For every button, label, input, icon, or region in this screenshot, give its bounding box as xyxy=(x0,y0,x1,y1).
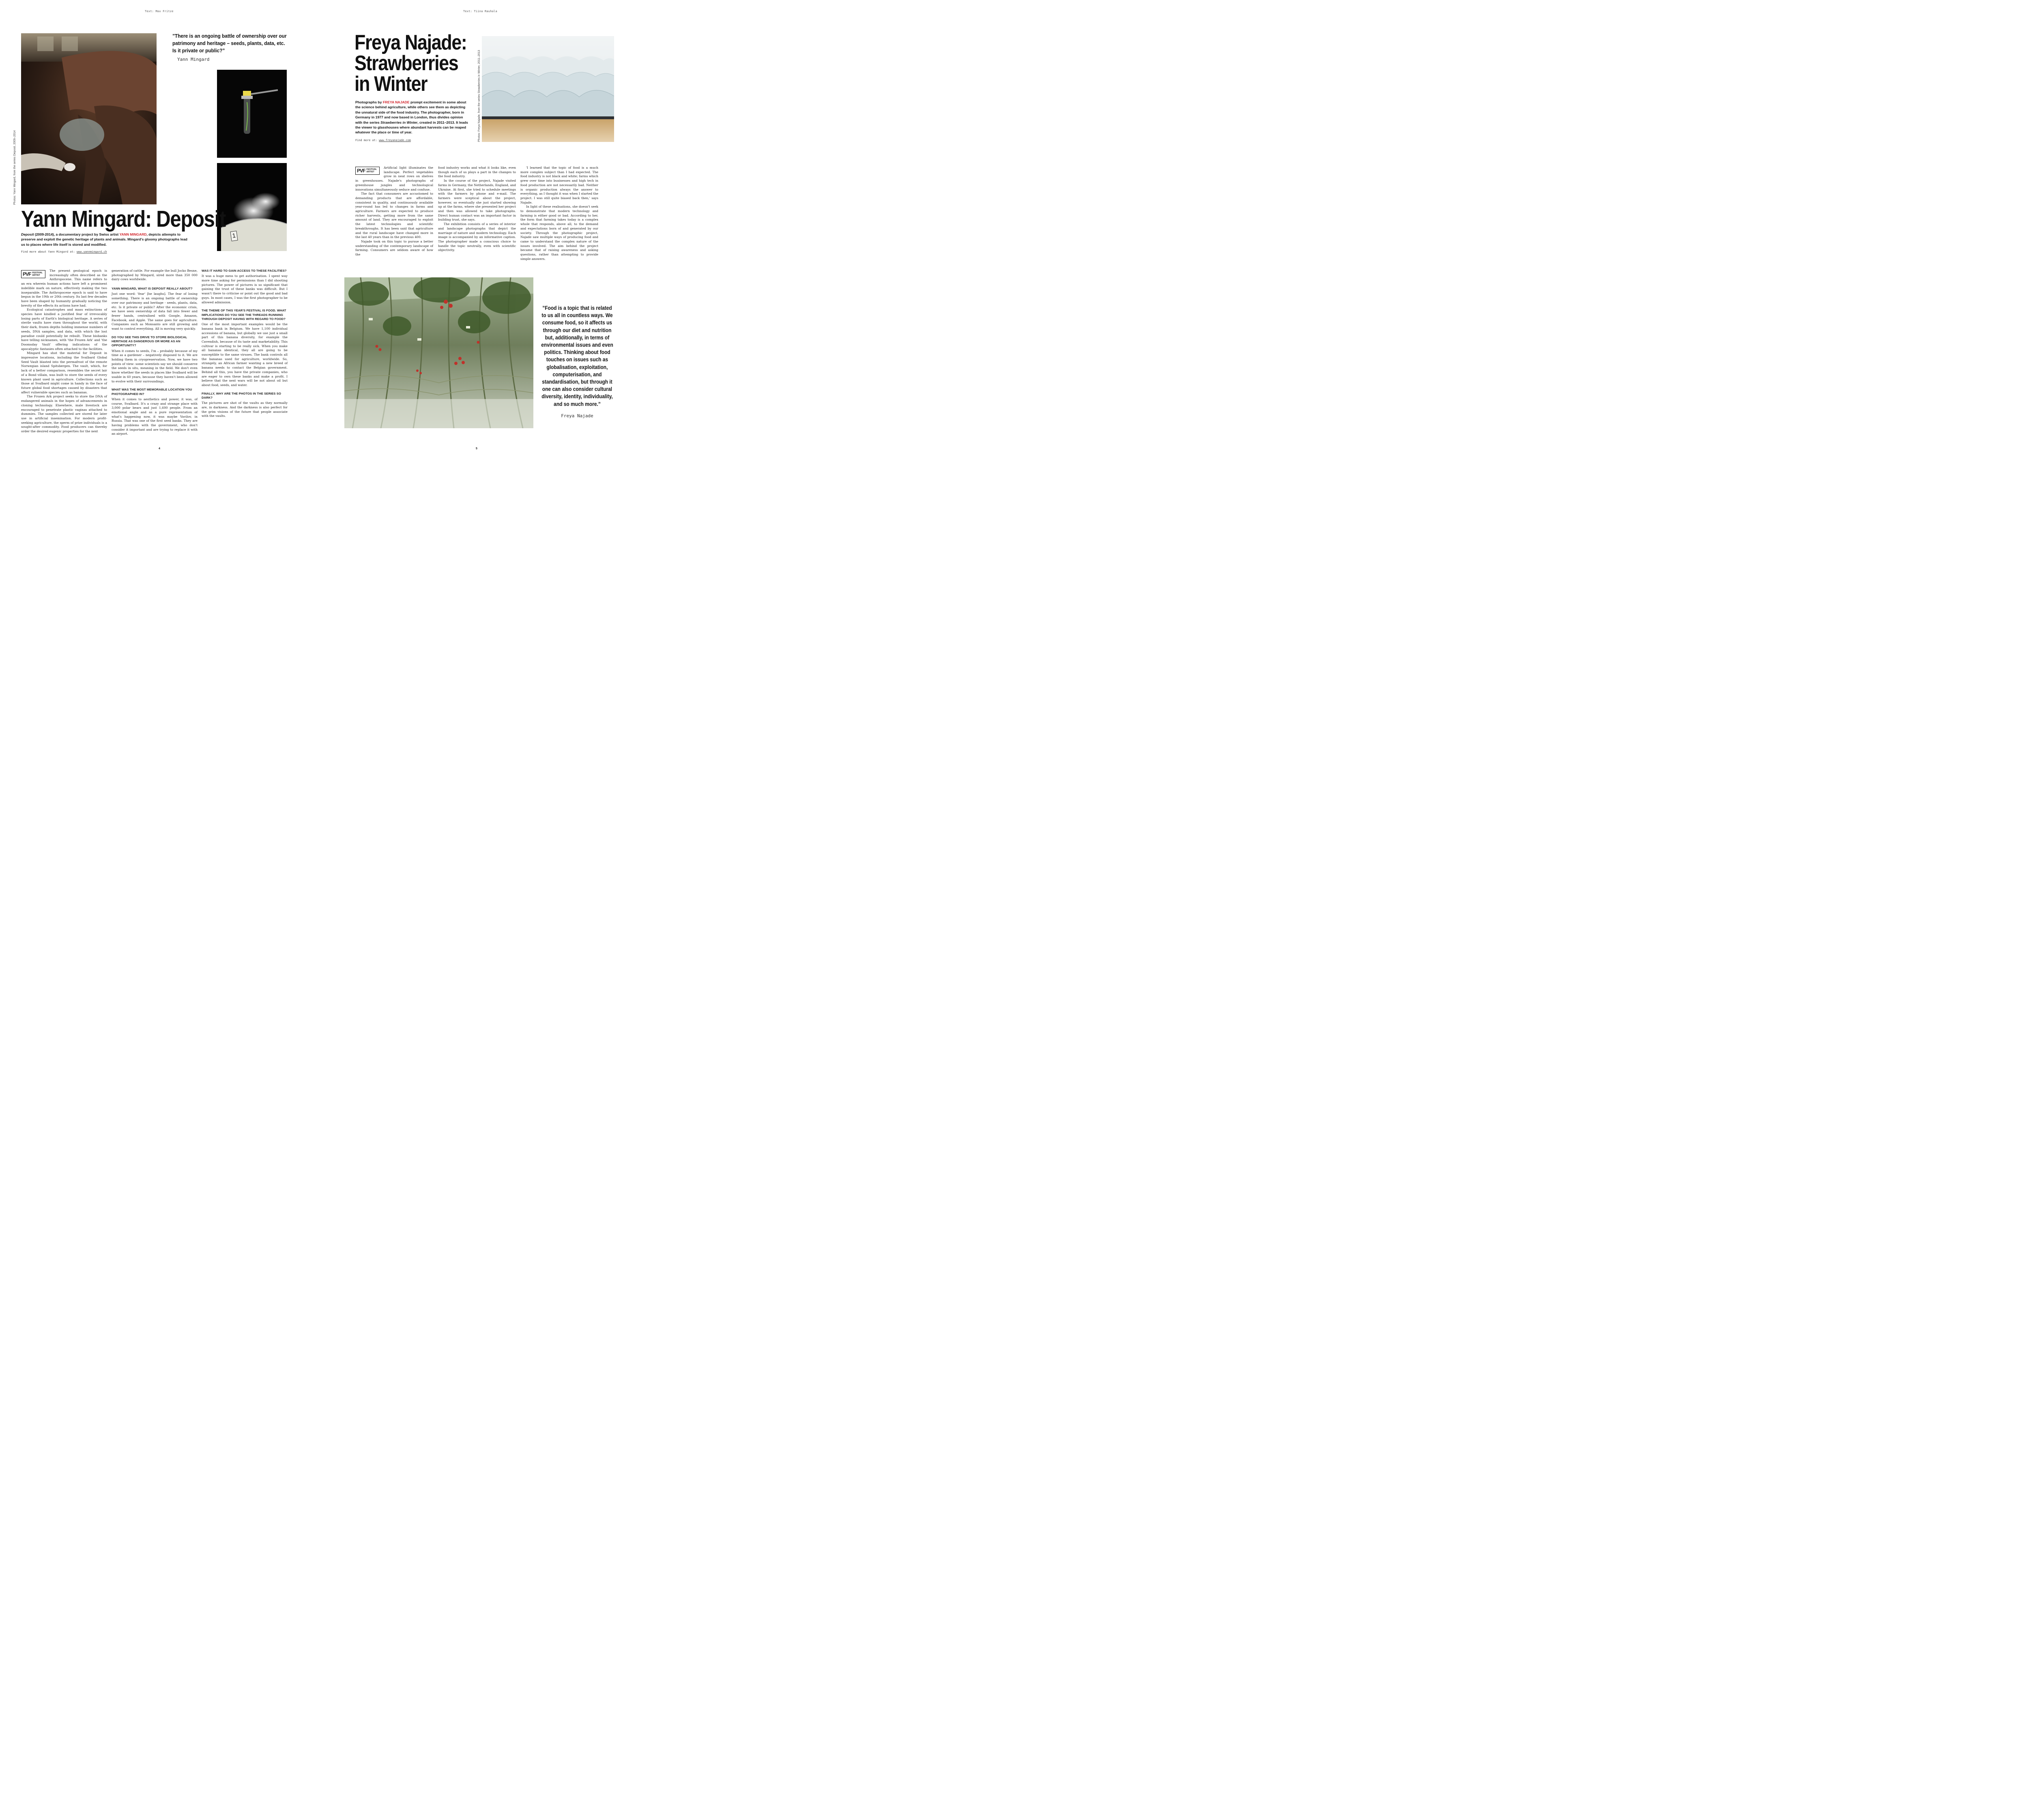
vault-photo xyxy=(217,163,287,251)
right-lead-artist: FREYA NAJADE xyxy=(382,100,410,104)
left-col1-p2: Ecological catastrophes and mass extinctions of species have kindled a justified fear of irrevocably losing parts of Earth's biological heritage. A series of sterile vaults have risen throughout the world, with their dark, frozen depths holding immense numbers of seeds, DNA samples, and data, with which the lost paradise could potentially be rebuilt. These biobanks have telling nicknames, with 'the Frozen Ark' and 'the Doomsday Vault' offering indications of the apocalyptic fantasies often attached to the facilities. xyxy=(21,308,107,351)
left-find-more xyxy=(21,250,107,253)
left-lead-b: , depicts attempts to preserve and exploit the genetic heritage of plants and animals. Mingard's gloomy photographs lead us to places where life itself is stored and modified. xyxy=(21,232,187,247)
pvf-logo: PVF xyxy=(357,167,365,174)
horse-photo-art xyxy=(21,33,157,204)
left-lead xyxy=(21,232,191,247)
tube-photo xyxy=(217,70,287,158)
right-photo-credit: Photos: Freya Najade, from the series Strawberries in Winter, 2011–2013 xyxy=(478,50,481,142)
left-col3-q1: WAS IT HARD TO GAIN ACCESS TO THESE FACILITIES? xyxy=(202,269,287,273)
right-pull-author: Freya Najade xyxy=(561,413,593,419)
left-photo-credit: Photos: Yann Mingard, from the series Deposit, 2009–2014 xyxy=(13,130,16,205)
left-lead-artist: YANN MINGARD xyxy=(119,232,147,236)
left-col3-q3: FINALLY, WHY ARE THE PHOTOS IN THE SERIES SO DARK? xyxy=(202,391,281,399)
tomato-greenhouse-photo xyxy=(344,277,533,428)
right-find-more xyxy=(355,139,411,142)
right-find-more-label: Find more at: xyxy=(355,139,379,142)
left-find-more-link[interactable]: www.yannmingard.ch xyxy=(76,250,107,253)
left-column-2 xyxy=(112,269,198,436)
right-pull-quote xyxy=(540,305,614,408)
right-festival-badge xyxy=(355,167,380,175)
left-col2-a3: When it comes to aesthetics and power, it was, of course, Svalbard. It's a crazy and strange place with 3,000 polar bears and just 1,600 people. From an emotional angle and as a pure representation of what's happening now, it was maybe Vavilov, in Russia. That was one of the first seed banks. They are having problems with the government, who don't consider it important and are trying to replace it with an airport. xyxy=(112,397,198,436)
left-find-more-label: Find more about Yann Mingard at: xyxy=(21,250,77,253)
left-col2-a1: Just one word: 'fear' [he laughs]. The fear of losing something. There is an ongoing battle of ownership over our patrimony and heritage - seeds, plants, data, etc. Is it private or public? After the economic crisis, we have seen ownership of data fall into fewer and fewer hands, centralised with Google, Amazon, Facebook, and Apple. The same goes for agriculture. Companies such as Monsanto are still growing and want to control everything. All is moving very quickly. xyxy=(112,292,198,331)
vault-photo-art xyxy=(217,163,287,251)
left-column-1 xyxy=(21,269,107,434)
left-text-credit: Text: Max Fritze xyxy=(145,10,174,13)
left-lead-a: (2009-2014), a documentary project by Swiss artist xyxy=(34,232,120,236)
left-col2-q3: WHAT WAS THE MOST MEMORABLE LOCATION YOU PHOTOGRAPHED IN? xyxy=(112,388,192,396)
right-col3-p1: 'I learned that the topic of food is a much more complex subject than I had expected. The food industry is not black and white; farms which grew over time into businesses and high tech in food production are not necessarily bad. Neither is organic production always the answer to everything, as I thought it was when I started the project. I was still quite biased back then,' says Najade. xyxy=(520,166,598,204)
left-col3-a1: It was a huge mess to get authorisation. I spent way more time asking for permissions than I did shooting pictures. The power of pictures is so significant that gaining the trust of these banks was difficult. But I wasn't there to criticise or point out the good and bad guys. In most cases, I was the first photographer to be allowed admission. xyxy=(202,274,288,304)
right-col1-p3: Najade took on this topic to pursue a better understanding of the contemporary landscape of farming. Consumers are seldom aware of how the xyxy=(355,239,433,257)
left-title: Yann Mingard: Deposit xyxy=(21,206,226,232)
left-page-number: 4 xyxy=(159,447,160,450)
right-col1-p1: Artificial light illuminates the landscape. Perfect vegetables grow in neat rows on shelves in greenhouses. Najade's photographs of greenhouse jungles and technological innovations simultaneously seduce and confuse. xyxy=(355,166,433,191)
horse-photo xyxy=(21,33,157,204)
right-title-line2: Strawberries xyxy=(354,52,458,75)
right-col2-p1: food industry works and what it looks like, even though each of us plays a part in the changes to the food industry. xyxy=(438,166,516,178)
left-col1-p4: The Frozen Ark project seeks to store the DNA of endangered animals in the hopes of advancements in cloning technology. Elsewhere, male livestock are encouraged to penetrate plastic vaginas attached to dummies. The samples collected are stored for later use in artificial insemination. For modern profit-seeking agriculture, the sperm of prize individuals is a sought-after commodity. Food producers can thereby order the desired eugenic properties for the next xyxy=(21,395,107,434)
right-col3-p2: In light of these realisations, she doesn't seek to demonstrate that modern technology and farming is either good or bad. According to her, the form that farming takes today is a complex whole that responds, above all, to the demand and expectations born of and generated by our society. Through the photographic project, Najade saw multiple ways of producing food and came to understand the complex nature of the issues involved. The aim behind the project became that of raising awareness and asking questions, rather than attempting to provide simple answers. xyxy=(520,205,598,261)
badge-line2: ARTIST xyxy=(32,274,40,277)
left-festival-badge xyxy=(21,270,45,278)
left-lead-italic: Deposit xyxy=(21,232,34,236)
badge-line1: FESTIVAL xyxy=(32,272,43,274)
left-col3-a2: One of the most important examples would be the banana bank in Belgium. We have 1,100 individual accessions of banana, but globally we use just a small part of this banana diversity, for example the Cavendish, because of its taste and marketability. This cultivar is starting to be really sick. When you make all bananas identical, they all are going to be susceptible to the same viruses. The bank controls all the bananas used for agriculture, worldwide. So, strangely, an African farmer wanting a new breed of banana needs to contact the Belgian government. Behind all this, you have the private companies, who are eager to own these banks and make a profit. I believe that the next wars will be not about oil but about food, seeds, and water. xyxy=(202,322,288,387)
right-column-2 xyxy=(438,166,516,253)
left-column-3 xyxy=(202,269,288,419)
right-lead-c: , created in 2011–2013. It leads the viewer to glasshouses where abundant harvests can be reaped whatever the place or time of year. xyxy=(355,120,468,135)
badge-line2: ARTIST xyxy=(366,171,374,173)
right-col1-p2: The fact that consumers are accustomed to demanding products that are affordable, consistent in quality, and continuously available year-round has led to changes in farms and agriculture. Farmers are expected to produce richer harvests, getting more from the same amount of land. They are encouraged to exploit the latest technologies and scientific breakthroughs. It has been said that agriculture and the rural landscape have changed more in the last 40 years than in the previous 400. xyxy=(355,192,433,239)
right-lead-a: Photographs by xyxy=(355,100,383,104)
right-lead-italic: Strawberries in Winter xyxy=(380,120,418,124)
left-pull-quote xyxy=(172,32,288,54)
left-col1-p3: Mingard has shot the material for Deposit in impressive locations, including the Svalbard Global Seed Vault blasted into the permafrost of the remote Norwegian island Spitsbergen. The vault, which, for lack of a better comparison, resembles the secret lair of a Bond villain, was built to store the seeds of every known plant used in agriculture. Collections such as those at Svalbard might come in handy in the face of future global food shortages caused by disasters that affect vulnerable species such as bananas. xyxy=(21,351,107,394)
greenhouse-tunnels-art xyxy=(482,36,614,142)
left-col3-a3: The pictures are shot of the vaults as they normally are, in darkness. And the darkness is also perfect for the grim visions of the future that people associate with the vaults. xyxy=(202,401,288,418)
left-col1-p1: The present geological epoch is increasingly often described as the Anthropocene. This name refers to an era wherein human actions have left a prominent indelible mark on nature, effectively making the two inseparable. The Anthropocene epoch is said to have begun in the 19th or 20th century. Its last few decades have been shaped by humanity gradually noticing the brevity of the effects its actions have had. xyxy=(21,269,107,307)
right-col2-p3: The exhibition consists of a series of interior and landscape photographs that depict the marriage of nature and modern technology. Each image is accompanied by an informative caption. The photographer made a conscious choice to handle the topic neutrally, even with scientific objectivity. xyxy=(438,222,516,252)
right-col2-p2: In the course of the project, Najade visited farms in Germany, the Netherlands, England, and Ukraine. At first, she tried to schedule meetings with the farmers by phone and e-mail. The farmers were sceptical about the project, however, so eventually she just started showing up at the farms, where she presented her project and then was allowed to take photographs. Direct human contact was an important factor in building trust, she says. xyxy=(438,179,516,222)
left-pull-author: Yann Mingard xyxy=(177,57,210,62)
right-title-line3: in Winter xyxy=(354,72,428,96)
right-find-more-link[interactable]: www.freyanajade.com xyxy=(379,139,411,142)
left-col2-a2: When it comes to seeds, I'm – probably because of my time as a gardener – negatively disposed to it. We are holding them in cryopreservation. Now, we have two points of view: some scientists say we should conserve the seeds in situ, meaning in the field. We don't even know whether the seeds in places like Svalbard will be usable in 60 years, because they haven't been allowed to evolve with their surroundings. xyxy=(112,349,198,383)
left-col2-q2: DO YOU SEE THIS DRIVE TO STORE BIOLOGICAL HERITAGE AS DANGEROUS OR MORE AS AN OPPORTUNITY? xyxy=(112,335,187,348)
tomato-greenhouse-art xyxy=(344,277,533,428)
vault-number-label: 1 xyxy=(230,231,238,241)
badge-line1: FESTIVAL xyxy=(366,168,377,171)
right-lead-b: prompt excitement in some about the science behind agriculture, while others see them as depicting the unnatural side of the food industry. The photographer, born in Germany in 1977 and now based in London, thus divides opinion with the series xyxy=(355,100,466,124)
pvf-logo: PVF xyxy=(23,271,31,277)
tube-photo-art xyxy=(217,70,287,158)
right-column-1 xyxy=(355,166,433,257)
right-title xyxy=(354,32,467,94)
greenhouse-tunnels-photo xyxy=(482,36,614,142)
right-lead xyxy=(355,100,469,135)
right-column-3 xyxy=(520,166,598,261)
right-pull-quote-text: ”Food is a topic that is related to us all in countless ways. We consume food, so it affects us through our diet and nutrition but, additionally, in terms of environmental issues and even politics. Thinking about food touches on issues such as globalisation, exploitation, computerisation, and standardisation, but through it one can also consider cultural diversity, identity, individuality, and so much more.” xyxy=(541,305,613,407)
right-title-line1: Freya Najade: xyxy=(354,31,467,54)
left-pull-quote-text: ”There is an ongoing battle of ownership over our patrimony and heritage – seeds, plants, data, etc. Is it private or public?” xyxy=(172,33,287,54)
left-col3-q2: THE THEME OF THIS YEAR'S FESTIVAL IS FOOD. WHAT IMPLICATIONS DO YOU SEE THE THREADS RUNNING THROUGH DEPOSIT HAVING WITH REGARD TO FOOD? xyxy=(202,309,286,321)
left-col2-q1: YANN MINGARD, WHAT IS DEPOSIT REALLY ABOUT? xyxy=(112,287,193,291)
right-text-credit: Text: Tiina Rauhala xyxy=(463,10,497,13)
left-col2-intro: generation of cattle. For example the bull Jocko Besne, photographed by Mingard, sired more than 350 000 dairy cows worldwide. xyxy=(112,269,198,281)
right-page-number: 5 xyxy=(476,447,477,450)
